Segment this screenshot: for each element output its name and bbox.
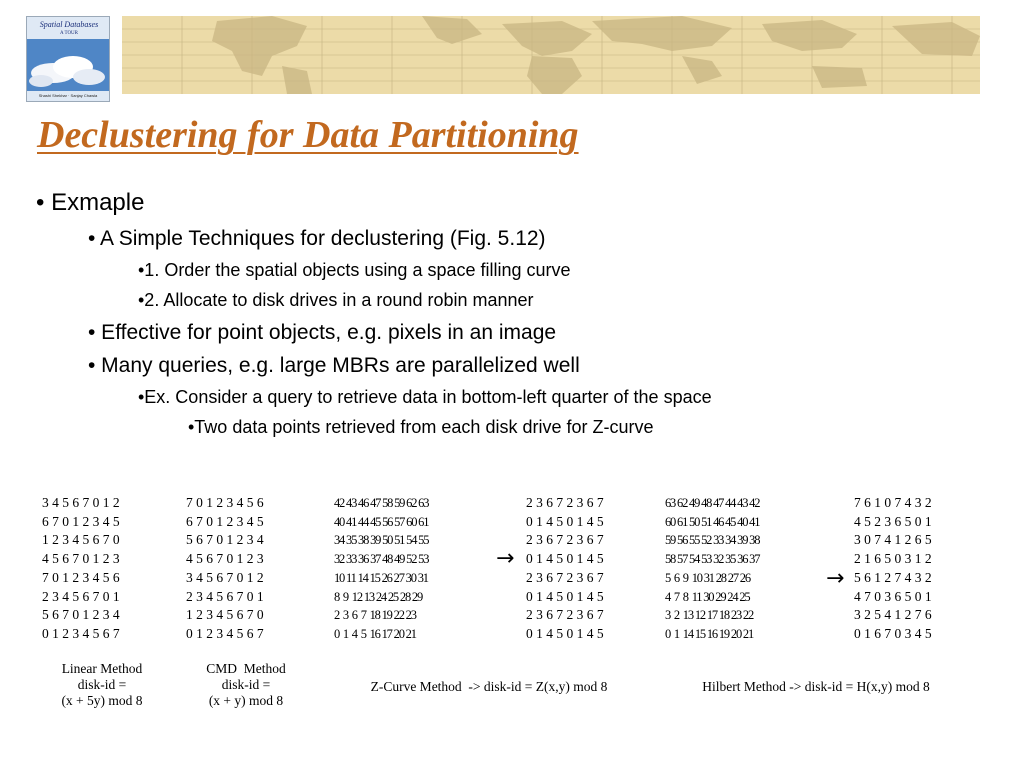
grid-row: 5 6 7 0 1 2 3 4: [42, 607, 120, 623]
hilbert-arrow-icon: →: [826, 566, 845, 591]
linear-method-caption: Linear Method disk-id = (x + 5y) mod 8: [61, 661, 143, 708]
bullet-item: • Effective for point objects, e.g. pixels in an image: [88, 321, 557, 344]
grid-row: 7 0 1 2 3 4 5 6: [42, 569, 120, 585]
grid-row: 0 1 4 5 0 1 4 5: [526, 625, 604, 641]
book-authors: Shashi Shekhar · Sanjay Chawla: [38, 93, 98, 98]
grid-row: 4 7 8 11 30 29 24 25: [665, 589, 750, 604]
bullet-item: •Two data points retrieved from each disk drive for Z-curve: [188, 417, 654, 437]
world-map-icon: [122, 16, 980, 94]
grid-row: 0 1 4 5 0 1 4 5: [526, 551, 604, 567]
grid-row: 1 2 3 4 5 6 7 0: [42, 532, 120, 548]
grid-row: 4 5 6 7 0 1 2 3: [42, 551, 120, 567]
grid-row: 7 0 1 2 3 4 5 6: [186, 495, 264, 510]
grid-row: 2 3 6 7 2 3 6 7: [526, 607, 604, 623]
bullet-item: •2. Allocate to disk drives in a round robin manner: [138, 290, 534, 310]
grid-row: 0 1 4 5 0 1 4 5: [526, 588, 604, 604]
book-subtitle: A TOUR: [59, 31, 78, 36]
hilbert-disk-grid: [854, 494, 932, 644]
grid-row: 4 5 6 7 0 1 2 3: [186, 551, 264, 567]
book-cover-icon: [27, 39, 109, 91]
grid-row: 7 6 1 0 7 4 3 2: [854, 495, 932, 510]
grid-row: 6 7 0 1 2 3 4 5: [42, 513, 120, 529]
grid-row: 5 6 1 2 7 4 3 2: [854, 569, 932, 585]
grid-row: 0 1 14 15 16 19 20 21: [665, 626, 754, 641]
grid-row: 2 3 4 5 6 7 0 1: [186, 588, 264, 604]
grid-row: 63 62 49 48 47 44 43 42: [665, 496, 760, 510]
grid-row: 59 56 55 52 33 34 39 38: [665, 533, 760, 548]
grid-row: 60 61 50 51 46 45 40 41: [665, 514, 760, 529]
grid-row: 0 1 4 5 16 17 20 21: [334, 626, 416, 641]
grid-row: 2 1 6 5 0 3 1 2: [854, 551, 932, 567]
hilbert-order-grid: [665, 494, 759, 644]
grid-row: 34 35 38 39 50 51 54 55: [334, 533, 429, 548]
slide-title: Declustering for Data Partitioning: [37, 114, 579, 156]
z-curve-caption: Z-Curve Method -> disk-id = Z(x,y) mod 8: [370, 679, 608, 694]
grid-row: 3 2 13 12 17 18 23 22: [665, 608, 754, 623]
bullet-item: • Many queries, e.g. large MBRs are parallelized well: [88, 354, 580, 377]
cmd-method-grid: [186, 494, 264, 644]
z-curve-order-grid: [334, 494, 428, 644]
header-banner: [122, 16, 980, 94]
grid-row: 0 1 4 5 0 1 4 5: [526, 513, 604, 529]
grid-row: 2 3 6 7 2 3 6 7: [526, 569, 604, 585]
grid-row: 2 3 4 5 6 7 0 1: [42, 588, 120, 604]
grid-row: 6 7 0 1 2 3 4 5: [186, 513, 264, 529]
grid-row: 5 6 7 0 1 2 3 4: [186, 532, 264, 548]
grid-row: 0 1 6 7 0 3 4 5: [854, 625, 932, 641]
grid-row: 2 3 6 7 2 3 6 7: [526, 495, 604, 510]
cmd-method-caption: CMD Method disk-id = (x + y) mod 8: [206, 661, 286, 708]
bullet-item: • Exmaple: [36, 189, 145, 216]
grid-row: 0 1 2 3 4 5 6 7: [42, 625, 120, 641]
z-curve-arrow-icon: →: [496, 546, 515, 571]
linear-method-grid: [42, 494, 120, 644]
grid-row: 40 41 44 45 56 57 60 61: [334, 514, 429, 529]
book-cover: [26, 16, 110, 102]
grid-row: 8 9 12 13 24 25 28 29: [334, 589, 423, 604]
grid-row: 3 0 7 4 1 2 6 5: [854, 532, 932, 548]
bullet-item: • A Simple Techniques for declustering (Fig. 5.12): [88, 227, 546, 250]
bullet-item: •Ex. Consider a query to retrieve data in bottom-left quarter of the space: [138, 387, 712, 407]
grid-row: 2 3 6 7 18 19 22 23: [334, 608, 416, 623]
grid-row: 32 33 36 37 48 49 52 53: [334, 552, 429, 567]
z-curve-disk-grid: [526, 494, 604, 644]
bullet-item: •1. Order the spatial objects using a space filling curve: [138, 260, 571, 280]
grid-row: 4 7 0 3 6 5 0 1: [854, 588, 932, 604]
grid-row: 0 1 2 3 4 5 6 7: [186, 625, 264, 641]
grid-row: 2 3 6 7 2 3 6 7: [526, 532, 604, 548]
grid-row: 3 4 5 6 7 0 1 2: [42, 495, 120, 510]
book-title: Spatial Databases: [39, 20, 99, 29]
grid-row: 3 2 5 4 1 2 7 6: [854, 607, 932, 623]
grid-row: 10 11 14 15 26 27 30 31: [334, 570, 428, 585]
grid-row: 3 4 5 6 7 0 1 2: [186, 569, 264, 585]
grid-row: 1 2 3 4 5 6 7 0: [186, 607, 264, 623]
grid-row: 4 5 2 3 6 5 0 1: [854, 513, 932, 529]
grid-row: 42 43 46 47 58 59 62 63: [334, 496, 429, 510]
grid-row: 5 6 9 10 31 28 27 26: [665, 570, 750, 585]
hilbert-caption: Hilbert Method -> disk-id = H(x,y) mod 8: [702, 679, 930, 694]
grid-row: 58 57 54 53 32 35 36 37: [665, 552, 760, 567]
